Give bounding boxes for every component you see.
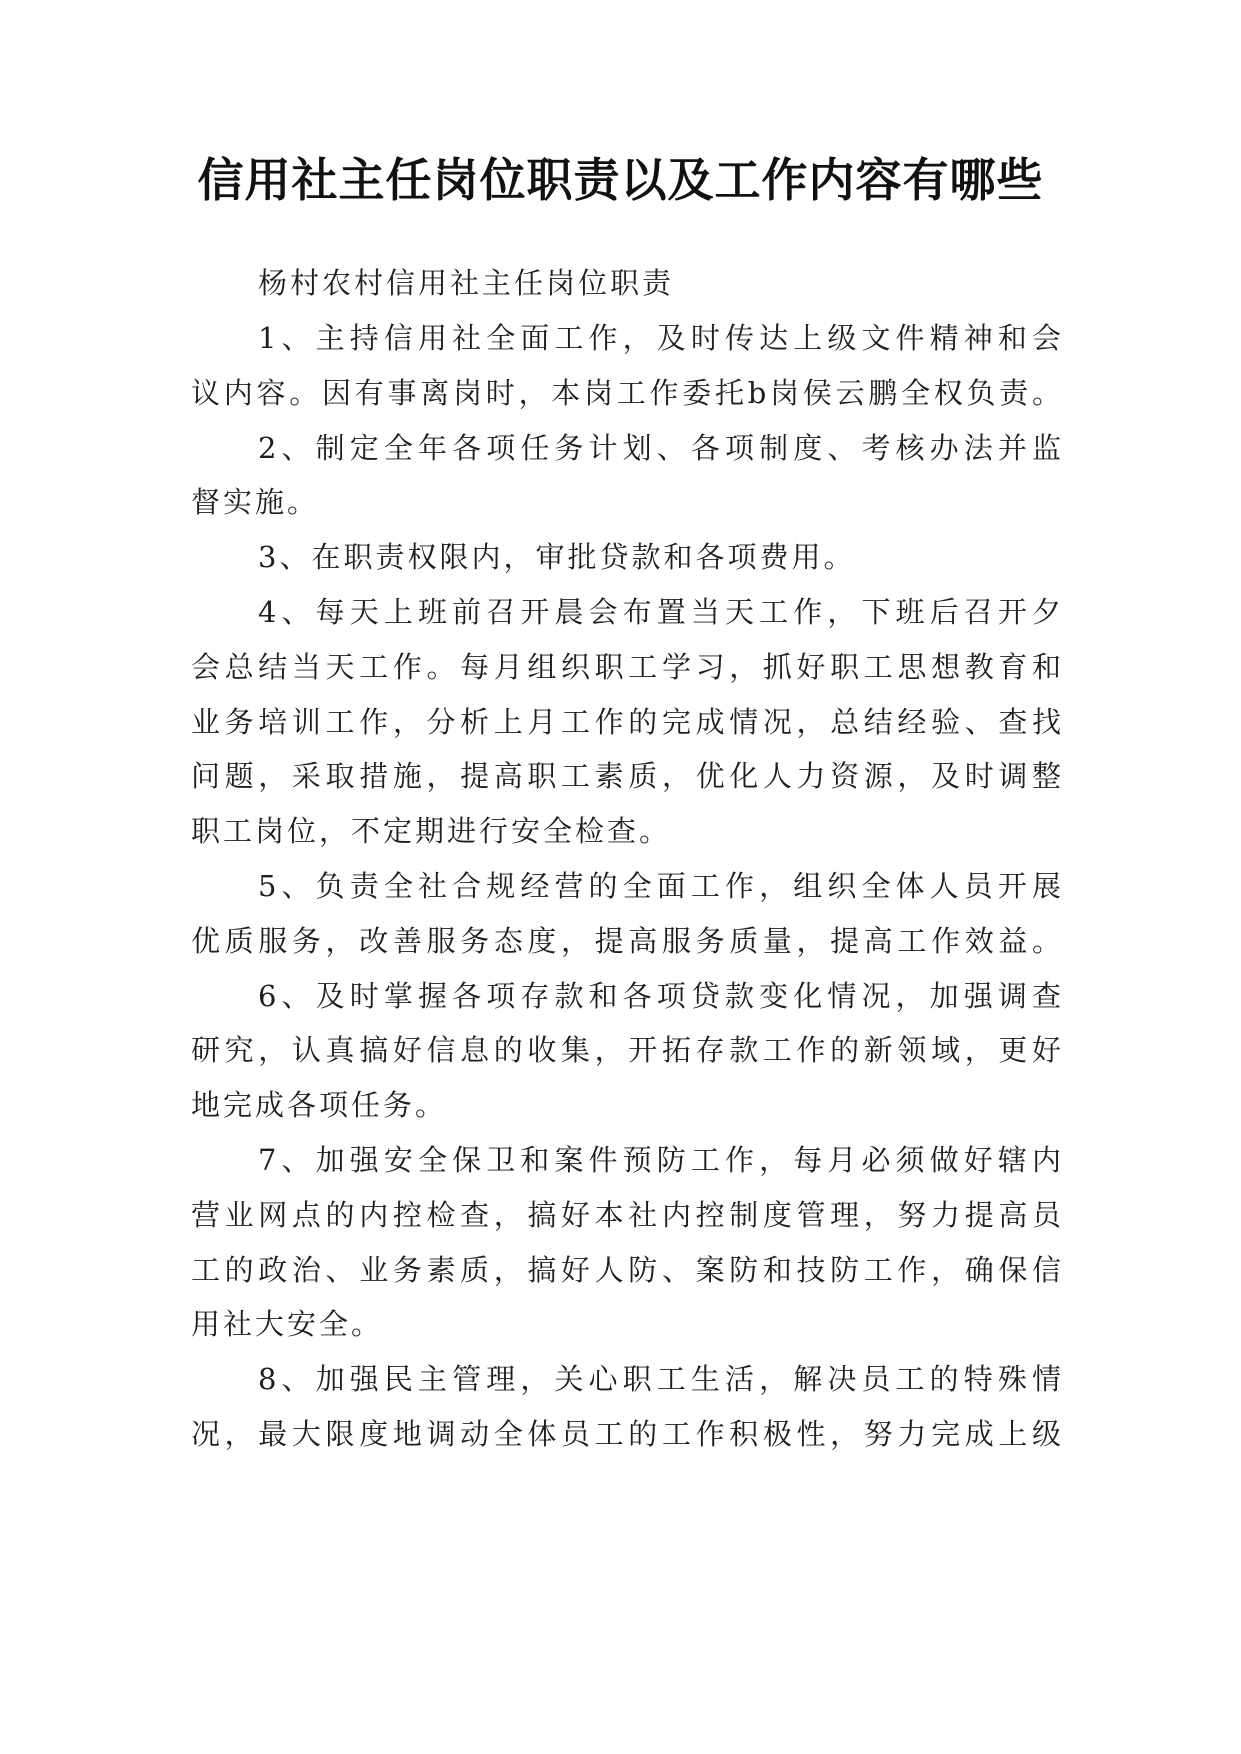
- paragraph-line: 议内容。因有事离岗时，本岗工作委托b岗侯云鹏全权负责。: [191, 376, 1061, 410]
- paragraph-line: 优质服务，改善服务态度，提高服务质量，提高工作效益。: [191, 924, 1061, 958]
- paragraph-line: 研究，认真搞好信息的收集，开拓存款工作的新领域，更好: [191, 1033, 1061, 1067]
- paragraph-line: 5、负责全社合规经营的全面工作，组织全体人员开展: [258, 869, 1061, 903]
- paragraph-line: 职工岗位，不定期进行安全检查。: [191, 814, 672, 848]
- paragraph-line: 会总结当天工作。每月组织职工学习，抓好职工思想教育和: [191, 650, 1061, 684]
- paragraph-line: 况，最大限度地调动全体员工的工作积极性，努力完成上级: [191, 1417, 1061, 1451]
- paragraph-line: 用社大安全。: [191, 1307, 384, 1341]
- paragraph-line: 8、加强民主管理，关心职工生活，解决员工的特殊情: [258, 1362, 1061, 1396]
- paragraph-line: 4、每天上班前召开晨会布置当天工作，下班后召开夕: [258, 595, 1061, 629]
- paragraph-line: 督实施。: [191, 485, 320, 519]
- paragraph-line: 问题，采取措施，提高职工素质，优化人力资源，及时调整: [191, 759, 1061, 793]
- paragraph-line: 1、主持信用社全面工作，及时传达上级文件精神和会: [258, 321, 1061, 355]
- document-title: 信用社主任岗位职责以及工作内容有哪些: [197, 153, 1044, 207]
- section-heading: 杨村农村信用社主任岗位职责: [258, 266, 675, 300]
- paragraph-line: 7、加强安全保卫和案件预防工作，每月必须做好辖内: [258, 1143, 1061, 1177]
- paragraph-line: 地完成各项任务。: [191, 1088, 448, 1122]
- paragraph-line: 2、制定全年各项任务计划、各项制度、考核办法并监: [258, 431, 1061, 465]
- paragraph-line: 营业网点的内控检查，搞好本社内控制度管理，努力提高员: [191, 1198, 1061, 1232]
- paragraph-line: 工的政治、业务素质，搞好人防、案防和技防工作，确保信: [191, 1253, 1061, 1287]
- paragraph-line: 业务培训工作，分析上月工作的完成情况，总结经验、查找: [191, 705, 1061, 739]
- paragraph-line: 3、在职责权限内，审批贷款和各项费用。: [258, 540, 856, 574]
- paragraph-line: 6、及时掌握各项存款和各项贷款变化情况，加强调查: [258, 979, 1061, 1013]
